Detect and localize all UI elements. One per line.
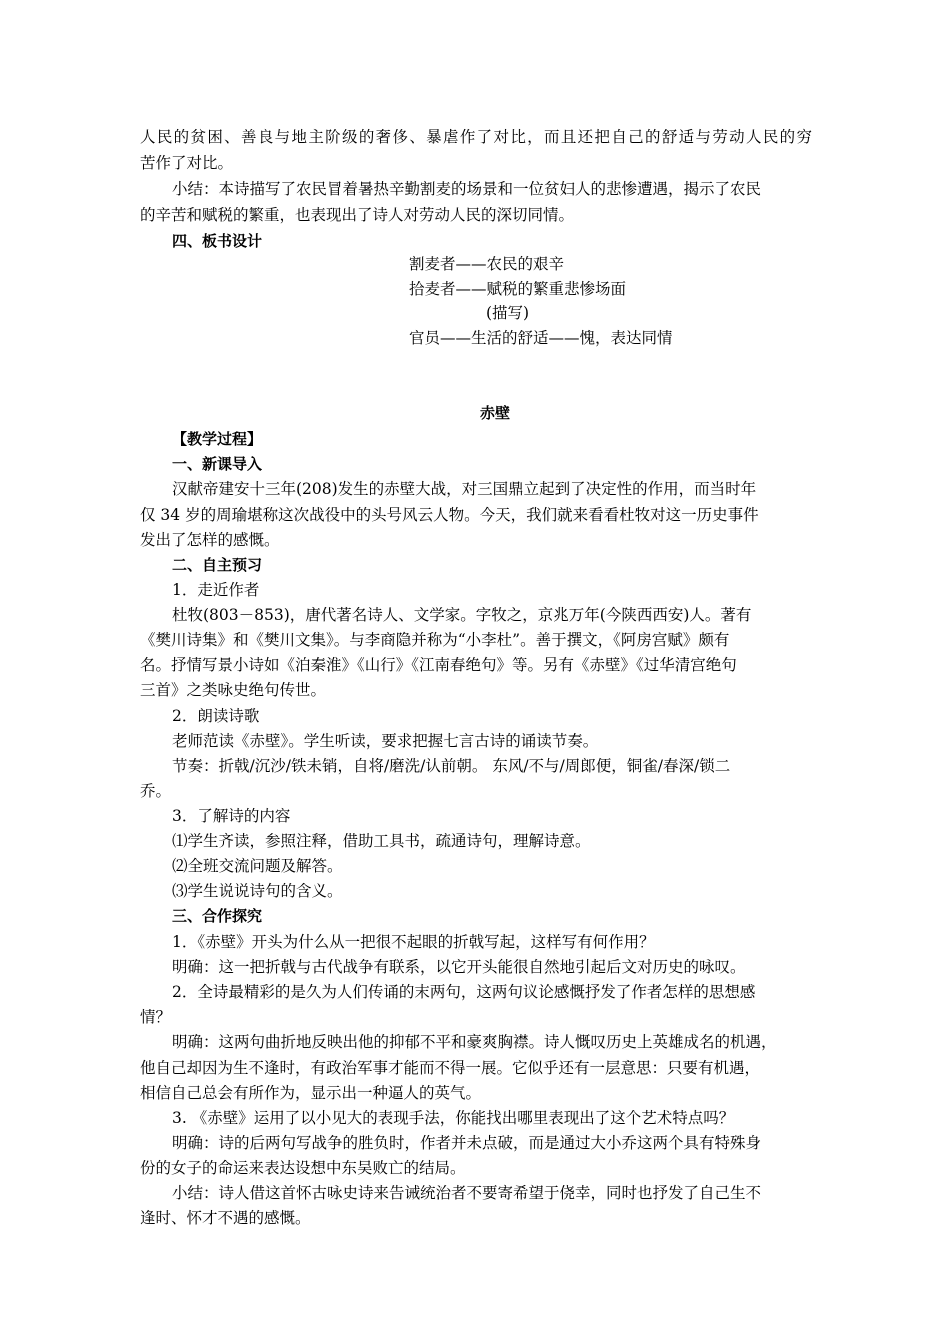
answer-line: 明确：这两句曲折地反映出他的抑郁不平和豪爽胸襟。诗人慨叹历史上英雄成名的机遇， xyxy=(172,1033,777,1051)
body-text-line: 老师范读《赤壁》。学生听读，要求把握七言古诗的诵读节奏。 xyxy=(172,732,599,750)
body-text-line: 仅 34 岁的周瑜堪称这次战役中的头号风云人物。今天，我们就来看看杜牧对这一历史事件 xyxy=(140,506,759,524)
body-text-line: 汉献帝建安十三年(208)发生的赤壁大战，对三国鼎立起到了决定性的作用，而当时年 xyxy=(172,480,757,498)
list-item: ⑵全班交流问题及解答。 xyxy=(172,857,343,875)
section-heading: 一、新课导入 xyxy=(172,455,263,473)
list-item: ⑶学生说说诗句的含义。 xyxy=(172,882,343,900)
section-heading: 【教学过程】 xyxy=(172,430,263,448)
summary-line: 小结：本诗描写了农民冒着暑热辛勤割麦的场景和一位贫妇人的悲惨遭遇，揭示了农民 xyxy=(172,180,762,198)
body-text-line: 杜牧(803－853)，唐代著名诗人、文学家。字牧之，京兆万年(今陕西西安)人。著有 xyxy=(172,606,752,624)
answer-line: 份的女子的命运来表达设想中东吴败亡的结局。 xyxy=(140,1159,466,1177)
body-text-line: 发出了怎样的感慨。 xyxy=(140,531,280,549)
body-text-line: 名。抒情写景小诗如《泊秦淮》《山行》《江南春绝句》等。另有《赤壁》《过华清宫绝句 xyxy=(140,656,737,674)
board-line: 官员——生活的舒适——愧，表达同情 xyxy=(409,329,673,347)
question-line: 3. 《赤壁》运用了以小见大的表现手法，你能找出哪里表现出了这个艺术特点吗？ xyxy=(172,1109,735,1127)
body-text-line: 苦作了对比。 xyxy=(140,154,234,172)
answer-line: 明确：诗的后两句写战争的胜负时，作者并未点破，而是通过大小乔这两个具有特殊身 xyxy=(172,1134,762,1152)
list-item: ⑴学生齐读，参照注释，借助工具书，疏通诗句，理解诗意。 xyxy=(172,832,591,850)
body-text-line: 乔。 xyxy=(140,782,172,800)
question-line: 1．《赤壁》开头为什么从一把很不起眼的折戟写起，这样写有何作用？ xyxy=(172,933,655,951)
summary-line: 的辛苦和赋税的繁重，也表现出了诗人对劳动人民的深切同情。 xyxy=(140,206,575,224)
sub-heading: 1．走近作者 xyxy=(172,581,260,599)
answer-line: 他自己却因为生不逢时，有政治军事才能而不得一展。它似乎还有一层意思：只要有机遇， xyxy=(140,1059,761,1077)
board-line: (描写) xyxy=(486,304,530,322)
summary-line: 小结：诗人借这首怀古咏史诗来告诫统治者不要寄希望于侥幸，同时也抒发了自己生不 xyxy=(172,1184,762,1202)
body-text-line: 节奏：折戟/沉沙/铁未销，自将/磨洗/认前朝。 东风/不与/周郎便，铜雀/春深/锁二 xyxy=(172,757,731,775)
body-text-line: 人民的贫困、善良与地主阶级的奢侈、暴虐作了对比，而且还把自己的舒适与劳动人民的穷 xyxy=(140,128,812,146)
question-line: 2．全诗最精彩的是久为人们传诵的末两句，这两句议论感慨抒发了作者怎样的思想感 xyxy=(172,983,756,1001)
body-text-line: 《樊川诗集》和《樊川文集》。与李商隐并称为“小李杜”。善于撰文，《阿房宫赋》颇有 xyxy=(140,631,730,649)
section-heading: 三、合作探究 xyxy=(172,907,263,925)
answer-line: 相信自己总会有所作为，显示出一种逼人的英气。 xyxy=(140,1084,482,1102)
section-heading: 二、自主预习 xyxy=(172,556,263,574)
sub-heading: 2．朗读诗歌 xyxy=(172,707,260,725)
lesson-title: 赤壁 xyxy=(479,404,510,422)
answer-line: 明确：这一把折戟与古代战争有联系，以它开头能很自然地引起后文对历史的咏叹。 xyxy=(172,958,746,976)
section-heading: 四、板书设计 xyxy=(172,232,263,250)
board-line: 割麦者——农民的艰辛 xyxy=(409,255,565,273)
summary-line: 逢时、怀才不遇的感慨。 xyxy=(140,1209,311,1227)
board-line: 拾麦者——赋税的繁重悲惨场面 xyxy=(409,280,627,298)
question-line: 情？ xyxy=(140,1008,172,1026)
sub-heading: 3．了解诗的内容 xyxy=(172,807,291,825)
body-text-line: 三首》之类咏史绝句传世。 xyxy=(140,681,327,699)
